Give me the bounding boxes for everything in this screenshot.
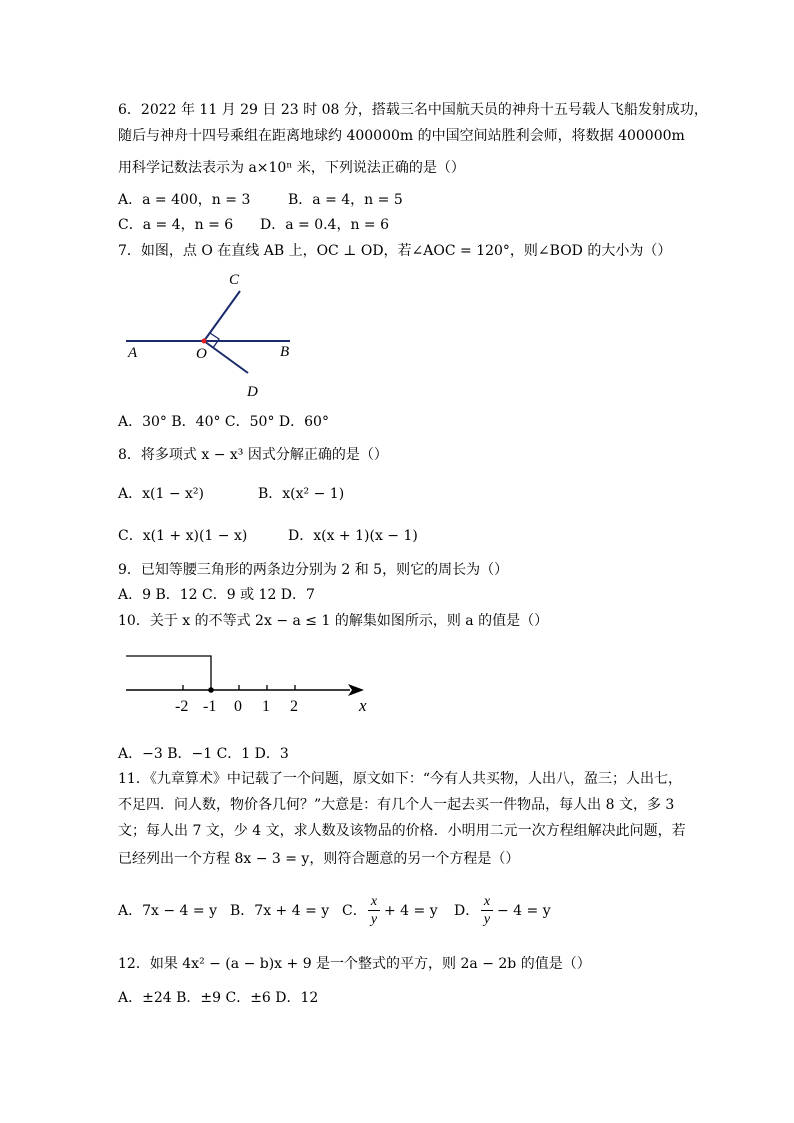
fraction-numerator: x	[483, 894, 491, 909]
q11-option-a: A．7x − 4 = y	[118, 903, 217, 919]
q6-option-c: C．a = 4，n = 6	[118, 217, 234, 233]
point-o	[202, 339, 207, 344]
axis-variable-label: x	[359, 696, 367, 715]
q8-option-d: D．x(x + 1)(x − 1)	[288, 528, 418, 544]
q10-number-line	[118, 648, 388, 718]
tick-label-1: 1	[262, 698, 270, 715]
solution-bracket	[126, 656, 211, 690]
solution-endpoint	[208, 687, 214, 693]
q8-stem: 8．将多项式 x − x³ 因式分解正确的是（）	[118, 447, 388, 463]
q7-options: A．30° B．40° C．50° D．60°	[118, 414, 329, 430]
q11-option-d-prefix: D．	[454, 903, 480, 919]
q6-option-d: D．a = 0.4，n = 6	[260, 217, 390, 233]
label-o: O	[196, 346, 207, 362]
label-c: C	[229, 272, 240, 288]
label-a: A	[128, 345, 138, 361]
ray-oc	[204, 291, 240, 341]
ray-od	[204, 341, 248, 373]
q6-line-3: 用科学记数法表示为 a×10ⁿ 米，下列说法正确的是（）	[118, 160, 465, 176]
fraction-denominator: y	[370, 912, 378, 927]
label-b: B	[280, 344, 290, 360]
q11-option-c-prefix: C．	[342, 903, 367, 919]
q9-stem: 9．已知等腰三角形的两条边分别为 2 和 5，则它的周长为（）	[118, 562, 509, 578]
q7-figure	[118, 265, 298, 405]
q11-option-c-fraction	[368, 893, 380, 928]
q6-line-1: 6．2022 年 11 月 29 日 23 时 08 分，搭载三名中国航天员的神舟十五号载人飞船发射成功，	[118, 102, 708, 118]
q9-options: A．9 B．12 C．9 或 12 D．7	[118, 587, 315, 603]
q11-line-2: 不足四．问人数，物价各几何？”大意是：有几个人一起去买一件物品，每人出 8 文，多 3	[118, 797, 675, 813]
label-d: D	[247, 384, 258, 400]
q12-options: A．±24 B．±9 C．±6 D．12	[118, 990, 319, 1006]
q10-options: A．−3 B．−1 C．1 D．3	[118, 746, 289, 762]
tick-label-2: 2	[290, 698, 298, 715]
q8-option-a: A．x(1 − x²)	[118, 486, 204, 502]
tick-label-neg2: -2	[175, 698, 189, 715]
q11-line-4: 已经列出一个方程 8x − 3 = y，则符合题意的另一个方程是（）	[118, 851, 520, 867]
q11-line-1: 11．《九章算术》中记载了一个问题，原文如下：“今有人共买物，人出八，盈三；人出七，	[118, 771, 682, 787]
tick-label-0: 0	[234, 698, 242, 715]
q11-option-d-fraction	[481, 893, 493, 928]
tick-label-neg1: -1	[203, 698, 217, 715]
axis-arrow	[348, 684, 364, 696]
q10-stem: 10．关于 x 的不等式 2x − a ≤ 1 的解集如图所示，则 a 的值是（）	[118, 613, 549, 629]
q11-option-c-rest: + 4 = y	[384, 903, 438, 919]
q6-option-a: A．a = 400，n = 3	[118, 192, 251, 208]
q6-line-2: 随后与神舟十四号乘组在距离地球约 400000m 的中国空间站胜利会师，将数据 400000m	[118, 128, 685, 144]
q8-option-b: B．x(x² − 1)	[258, 486, 345, 502]
fraction-numerator: x	[370, 894, 378, 909]
q6-option-b: B．a = 4，n = 5	[288, 192, 403, 208]
q11-option-b: B．7x + 4 = y	[230, 903, 330, 919]
q12-stem: 12．如果 4x² − (a − b)x + 9 是一个整式的平方，则 2a − 2b 的值是（）	[118, 956, 591, 972]
q11-line-3: 文；每人出 7 文，少 4 文，求人数及该物品的价格．小明用二元一次方程组解决此问题，若	[118, 823, 686, 839]
fraction-denominator: y	[483, 912, 491, 927]
q7-stem: 7．如图，点 O 在直线 AB 上，OC ⊥ OD，若∠AOC = 120°，则∠BOD 的大小为（）	[118, 243, 672, 259]
q11-option-d-rest: − 4 = y	[497, 903, 551, 919]
q8-option-c: C．x(1 + x)(1 − x)	[118, 528, 248, 544]
